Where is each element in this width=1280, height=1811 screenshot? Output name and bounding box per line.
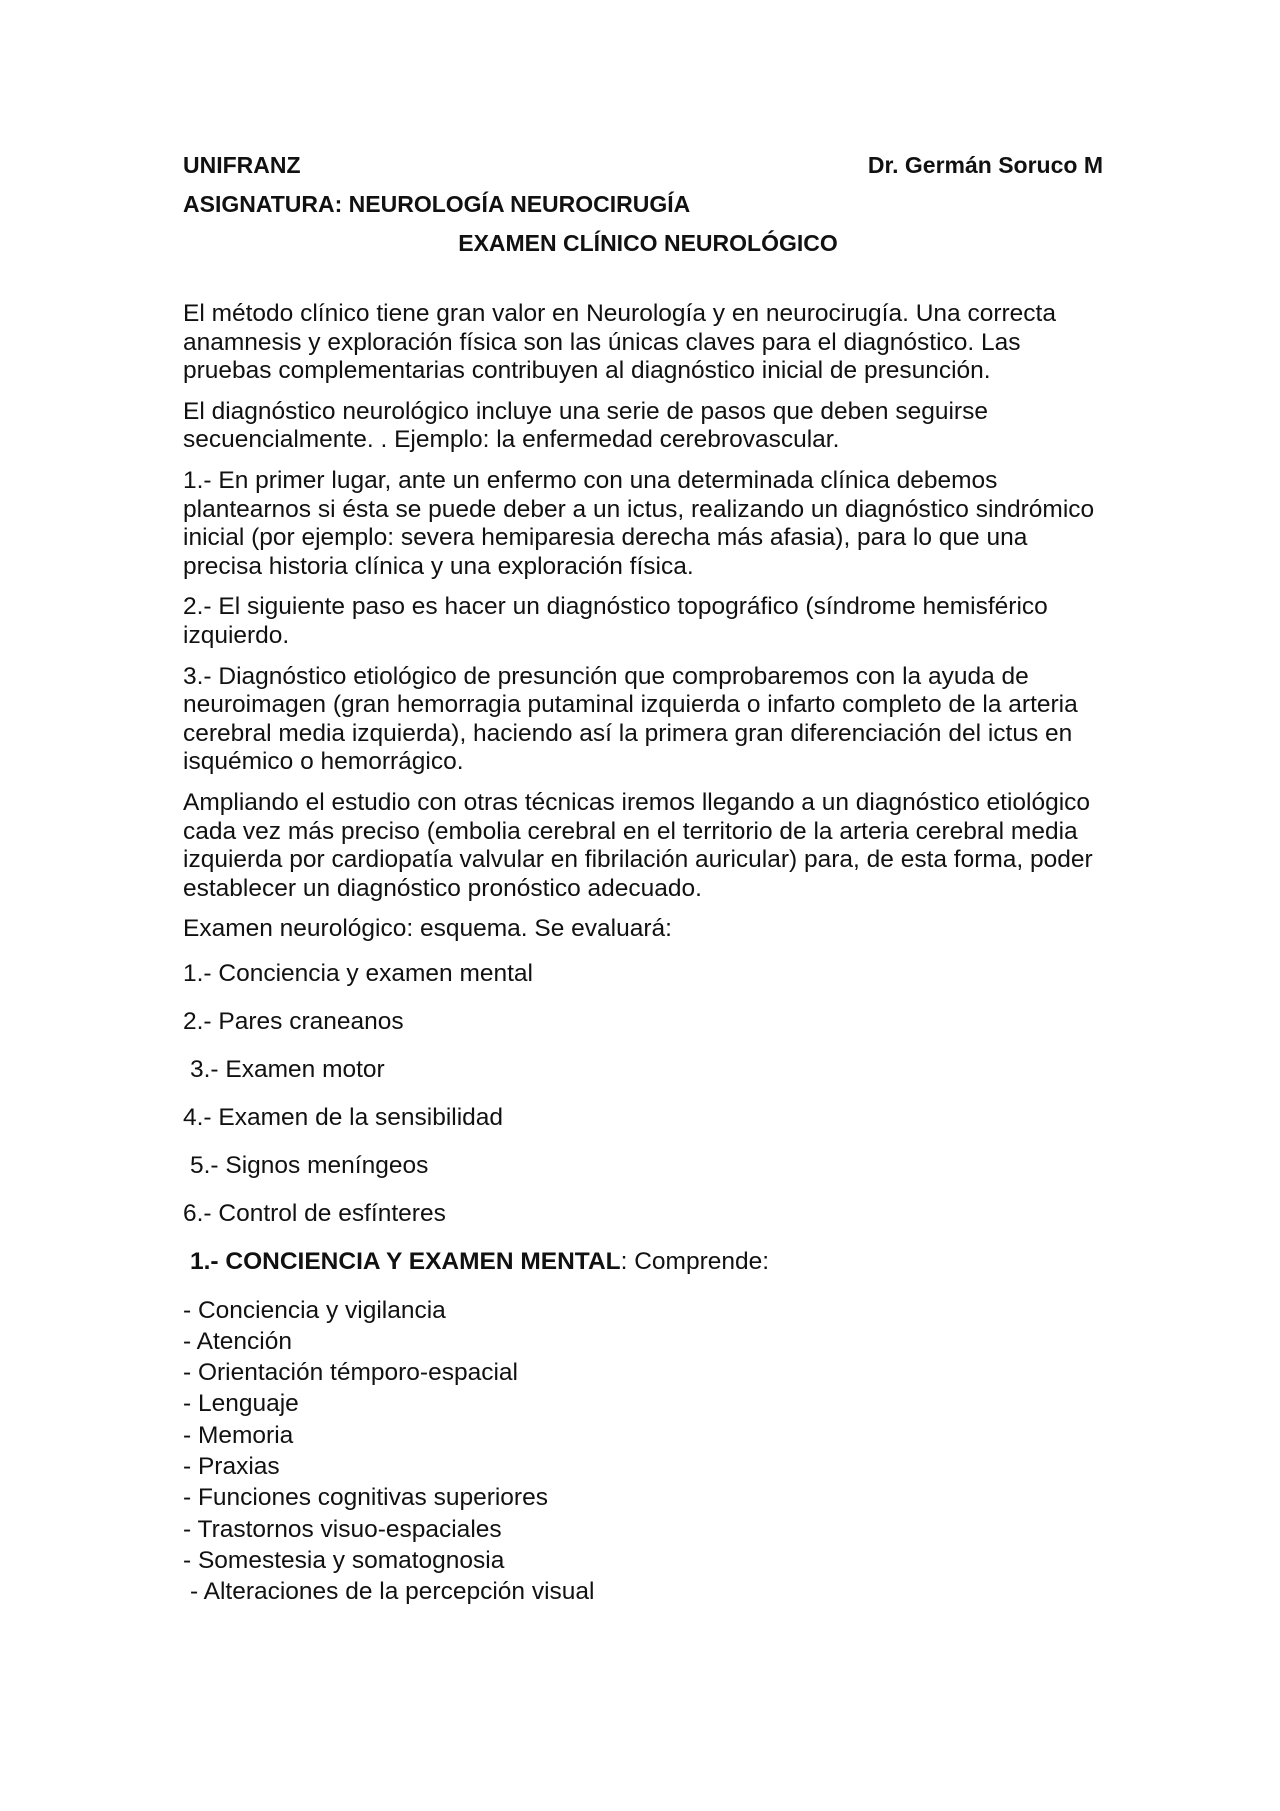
list-item: - Orientación témporo-espacial [183, 1359, 518, 1387]
section-heading [183, 1248, 1103, 1277]
document-page [183, 150, 1103, 1608]
section-items [183, 1295, 1103, 1608]
subject-line: ASIGNATURA: NEUROLOGÍA NEUROCIRUGÍA [183, 191, 691, 217]
paragraph: El método clínico tiene gran valor en Neurología y en neurocirugía. Una correcta anamnesis y exploración física son las únicas claves para el diagnóstico. Las pruebas complementarias contribuyen al diagnóstico inicial de presunción. [183, 300, 1056, 385]
list-item: - Funciones cognitivas superiores [183, 1484, 548, 1512]
list-item: 4.- Examen de la sensibilidad [183, 1104, 504, 1132]
paragraph: Ampliando el estudio con otras técnicas iremos llegando a un diagnóstico etiológico cada vez más preciso (embolia cerebral en el territorio de la arteria cerebral media izquierda por cardiopatía valvular en fibrilación auricular) para, de esta forma, poder establecer un diagnóstico pronóstico adecuado. [183, 788, 1093, 902]
list-item: 5.- Signos meníngeos [190, 1152, 429, 1180]
section-heading-bold: 1.- CONCIENCIA Y EXAMEN MENTAL [190, 1247, 621, 1275]
list-item: - Praxias [183, 1453, 280, 1481]
list-item: 3.- Examen motor [190, 1056, 385, 1084]
paragraph: El diagnóstico neurológico incluye una serie de pasos que deben seguirse secuencialmente. . Ejemplo: la enfermedad cerebrovascular. [183, 397, 988, 454]
list-item: - Trastornos visuo-espaciales [183, 1515, 502, 1543]
author-name: Dr. Germán Soruco M [867, 152, 1103, 178]
list-item: - Atención [183, 1327, 292, 1355]
document-title: EXAMEN CLÍNICO NEUROLÓGICO [458, 230, 838, 256]
section-heading-suffix: : Comprende: [620, 1247, 770, 1275]
paragraph: 3.- Diagnóstico etiológico de presunción que comprobaremos con la ayuda de neuroimagen (gran hemorragia putaminal izquierda o infarto completo de la arteria cerebral media izquierda), haciendo así la primera gran diferenciación del ictus en isquémico o hemorrágico. [183, 662, 1078, 776]
paragraph: 1.- En primer lugar, ante un enfermo con una determinada clínica debemos plantearnos si ésta se puede deber a un ictus, realizando un diagnóstico sindrómico inicial (por ejemplo: severa hemiparesia derecha más afasia), para lo que una precisa historia clínica y una exploración física. [183, 466, 1095, 580]
header-row [183, 150, 1103, 180]
paragraph: 2.- El siguiente paso es hacer un diagnóstico topográfico (síndrome hemisférico izquierdo. [183, 593, 1048, 649]
list-item: - Conciencia y vigilancia [183, 1296, 446, 1324]
list-item: - Memoria [183, 1421, 294, 1449]
list-item: - Somestesia y somatognosia [183, 1546, 505, 1574]
paragraph: Examen neurológico: esquema. Se evaluará: [183, 915, 672, 943]
list-item: 2.- Pares craneanos [183, 1007, 404, 1035]
list-item: 6.- Control de esfínteres [183, 1200, 446, 1228]
list-item: 1.- Conciencia y examen mental [183, 959, 533, 987]
institution-name: UNIFRANZ [183, 152, 301, 178]
list-item: - Lenguaje [183, 1390, 299, 1418]
list-item: - Alteraciones de la percepción visual [190, 1578, 595, 1606]
